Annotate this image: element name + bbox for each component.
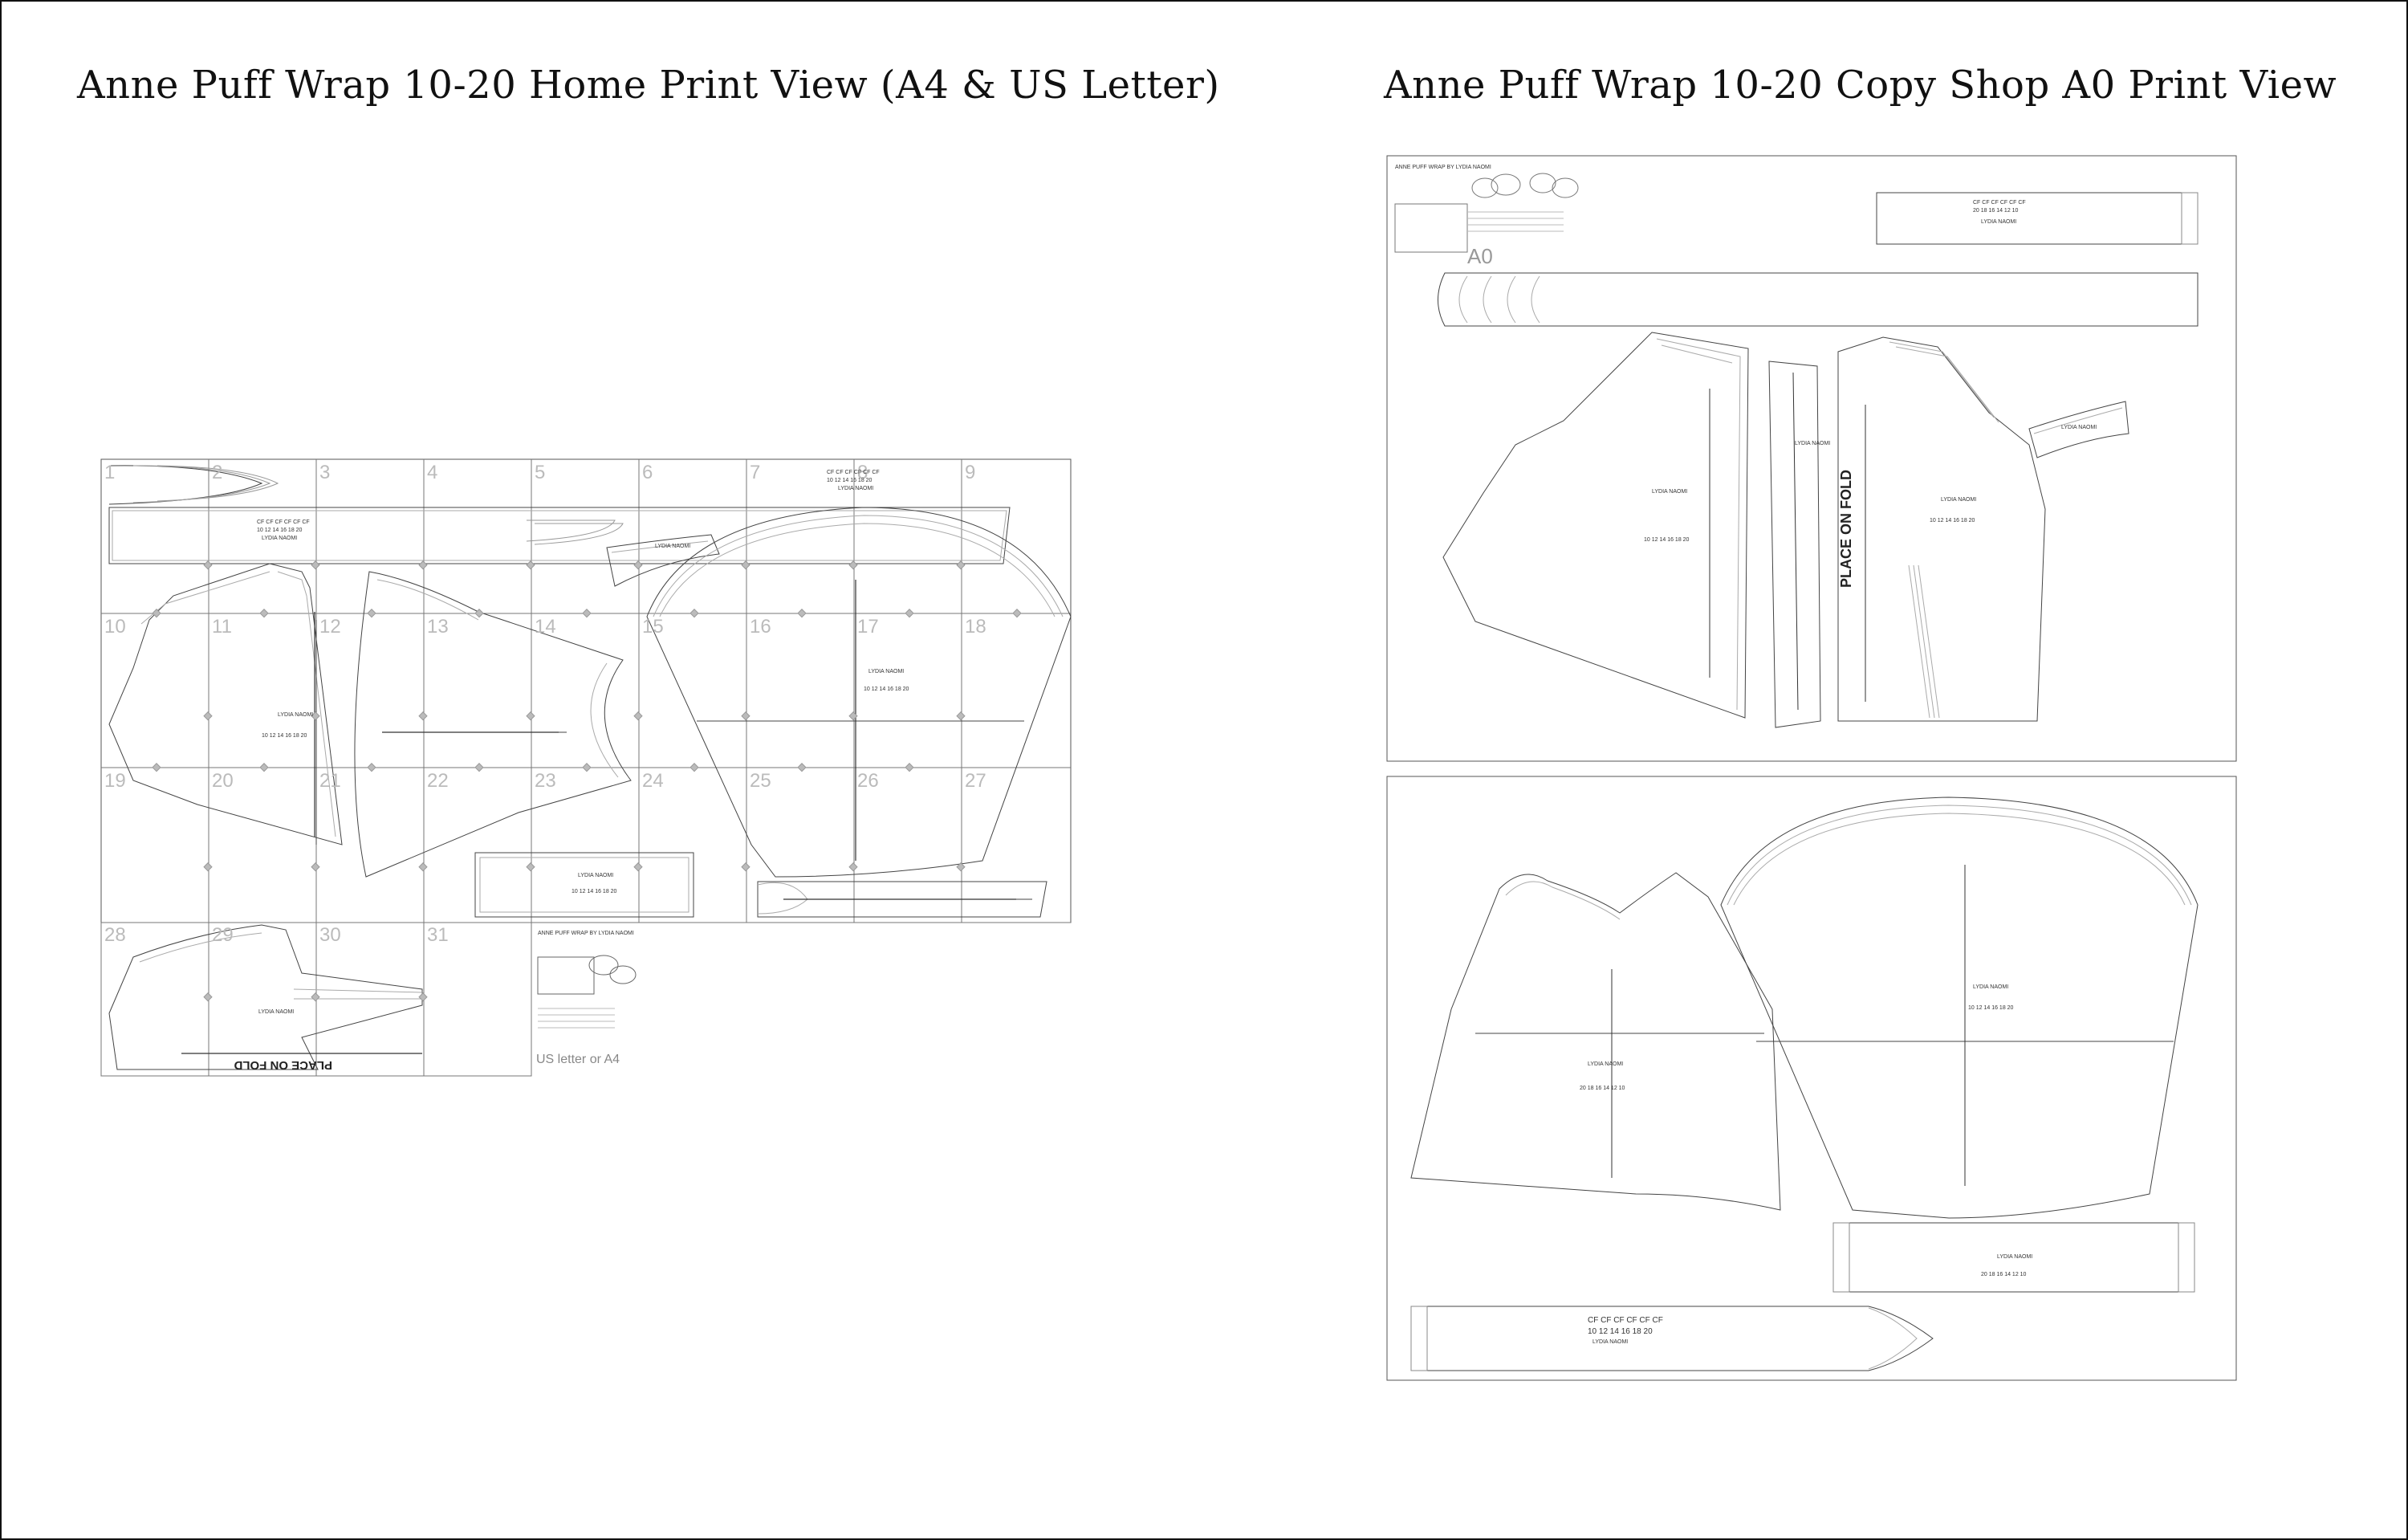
svg-text:28: 28 xyxy=(104,924,126,946)
svg-text:24: 24 xyxy=(642,770,664,792)
sheet-2-front-panel xyxy=(1411,873,1780,1210)
fold-piece xyxy=(109,925,422,1069)
svg-text:29: 29 xyxy=(212,924,234,946)
home-print-title: Anne Puff Wrap 10-20 Home Print View (A4 & US Letter) xyxy=(77,63,1220,108)
sheet-1-tie-cf-row: CF CF CF CF CF CF xyxy=(1973,200,2026,206)
sleeve-tie-brand: LYDIA NAOMI xyxy=(838,486,874,491)
svg-text:6: 6 xyxy=(642,462,653,483)
sheet-1-tie-brand: LYDIA NAOMI xyxy=(1981,219,2017,225)
sheet-1-tie-long xyxy=(1438,273,2199,326)
paper-size-label: US letter or A4 xyxy=(536,1053,620,1066)
svg-text:16: 16 xyxy=(750,616,771,638)
info-block xyxy=(538,955,636,1028)
svg-text:21: 21 xyxy=(319,770,341,792)
svg-text:12: 12 xyxy=(319,616,341,638)
sheet-1-front-bodice-sizes: 10 12 14 16 18 20 xyxy=(1644,537,1690,543)
svg-text:5: 5 xyxy=(535,462,546,483)
sheet-1-front-bodice xyxy=(1443,332,1748,718)
sheet-1-back-sizes: 10 12 14 16 18 20 xyxy=(1930,518,1975,524)
sleeve-size-row: 10 12 14 16 18 20 xyxy=(827,478,872,483)
sheet-2-waistband-brand: LYDIA NAOMI xyxy=(1997,1254,2033,1260)
tie-brand: LYDIA NAOMI xyxy=(262,536,298,541)
svg-text:25: 25 xyxy=(750,770,771,792)
sheet-1-back-brand: LYDIA NAOMI xyxy=(1941,497,1977,503)
copyshop-print-title: Anne Puff Wrap 10-20 Copy Shop A0 Print View xyxy=(1384,63,2337,108)
front-bodice-piece xyxy=(109,564,342,845)
svg-text:13: 13 xyxy=(427,616,449,638)
sheet-2-sleeve xyxy=(1721,797,2198,1218)
sheet-1-tie-size-row: 20 18 16 14 12 10 xyxy=(1973,208,2019,214)
svg-text:9: 9 xyxy=(965,462,976,483)
tie-cf-row: CF CF CF CF CF CF xyxy=(257,519,310,525)
place-on-fold-label: PLACE ON FOLD xyxy=(234,1058,332,1072)
svg-text:27: 27 xyxy=(965,770,986,792)
grainline-arrows xyxy=(181,580,1016,1053)
svg-text:31: 31 xyxy=(427,924,449,946)
back-bodice-piece xyxy=(355,572,631,877)
sheet-2-tie-cf-row: CF CF CF CF CF CF xyxy=(1588,1316,1663,1325)
waistband-size-row: 10 12 14 16 18 20 xyxy=(571,889,617,894)
sleeve-cf-row: CF CF CF CF CF CF xyxy=(827,470,880,475)
svg-text:19: 19 xyxy=(104,770,126,792)
sheet-1-info-block xyxy=(1395,173,1578,252)
sheet-2-sleeve-brand: LYDIA NAOMI xyxy=(1973,984,2009,990)
svg-text:7: 7 xyxy=(750,462,761,483)
sheet-2-tie-brand: LYDIA NAOMI xyxy=(1592,1339,1629,1345)
sheet-1-tie-short xyxy=(1877,193,2198,244)
svg-text:15: 15 xyxy=(642,616,664,638)
svg-text:23: 23 xyxy=(535,770,556,792)
sheet-1-place-on-fold: PLACE ON FOLD xyxy=(1838,470,1854,588)
svg-text:18: 18 xyxy=(965,616,986,638)
tie-size-row: 10 12 14 16 18 20 xyxy=(257,528,303,533)
sheet-2-tie-sizes: 10 12 14 16 18 20 xyxy=(1588,1327,1653,1336)
svg-text:17: 17 xyxy=(857,616,879,638)
waistband-piece xyxy=(475,853,694,917)
svg-text:10: 10 xyxy=(104,616,126,638)
sheet-2-waistband-sizes: 20 18 16 14 12 10 xyxy=(1981,1272,2027,1277)
sheet-1-pattern-name: ANNE PUFF WRAP BY LYDIA NAOMI xyxy=(1395,165,1491,170)
sheet-1-back-bodice xyxy=(1838,337,2045,721)
sheet-2-tie xyxy=(1411,1306,1933,1371)
fold-piece-brand: LYDIA NAOMI xyxy=(258,1009,295,1015)
svg-text:30: 30 xyxy=(319,924,341,946)
front-bodice-size-row: 10 12 14 16 18 20 xyxy=(262,733,307,739)
copyshop-sheet-2 xyxy=(1387,776,2238,1382)
svg-text:8: 8 xyxy=(857,462,868,483)
sleeve-band-brand: LYDIA NAOMI xyxy=(655,544,691,549)
sheet-1-strip-brand: LYDIA NAOMI xyxy=(1795,441,1831,446)
svg-text:26: 26 xyxy=(857,770,879,792)
waistband-brand: LYDIA NAOMI xyxy=(578,873,614,878)
sleeve-brand: LYDIA NAOMI xyxy=(868,669,905,674)
svg-text:22: 22 xyxy=(427,770,449,792)
copyshop-sheet-1 xyxy=(1387,156,2238,763)
svg-text:2: 2 xyxy=(212,462,223,483)
sleeve-piece xyxy=(647,507,1071,877)
sheet-2-front-brand: LYDIA NAOMI xyxy=(1588,1061,1624,1067)
home-print-layout xyxy=(101,459,1072,1078)
sheet-1-front-bodice-brand: LYDIA NAOMI xyxy=(1652,489,1688,495)
sheet-2-sleeve-sizes: 10 12 14 16 18 20 xyxy=(1968,1005,2014,1011)
a0-page-label: A0 xyxy=(1467,244,1493,268)
sheet-2-front-sizes: 20 18 16 14 12 10 xyxy=(1580,1086,1625,1091)
sheet-1-narrow-strip xyxy=(1769,361,1820,727)
sleeve-size-row-2: 10 12 14 16 18 20 xyxy=(864,686,909,692)
info-pattern-name: ANNE PUFF WRAP BY LYDIA NAOMI xyxy=(538,931,634,936)
sheet-1-band-brand: LYDIA NAOMI xyxy=(2061,425,2097,430)
sheet-2-border xyxy=(1387,776,2236,1380)
svg-text:1: 1 xyxy=(104,462,116,483)
svg-text:14: 14 xyxy=(535,616,556,638)
svg-text:4: 4 xyxy=(427,462,438,483)
sheet-1-border xyxy=(1387,156,2236,761)
svg-text:11: 11 xyxy=(212,616,232,638)
tie-piece xyxy=(109,466,1010,564)
svg-text:20: 20 xyxy=(212,770,234,792)
front-bodice-brand: LYDIA NAOMI xyxy=(278,712,314,718)
svg-text:3: 3 xyxy=(319,462,331,483)
